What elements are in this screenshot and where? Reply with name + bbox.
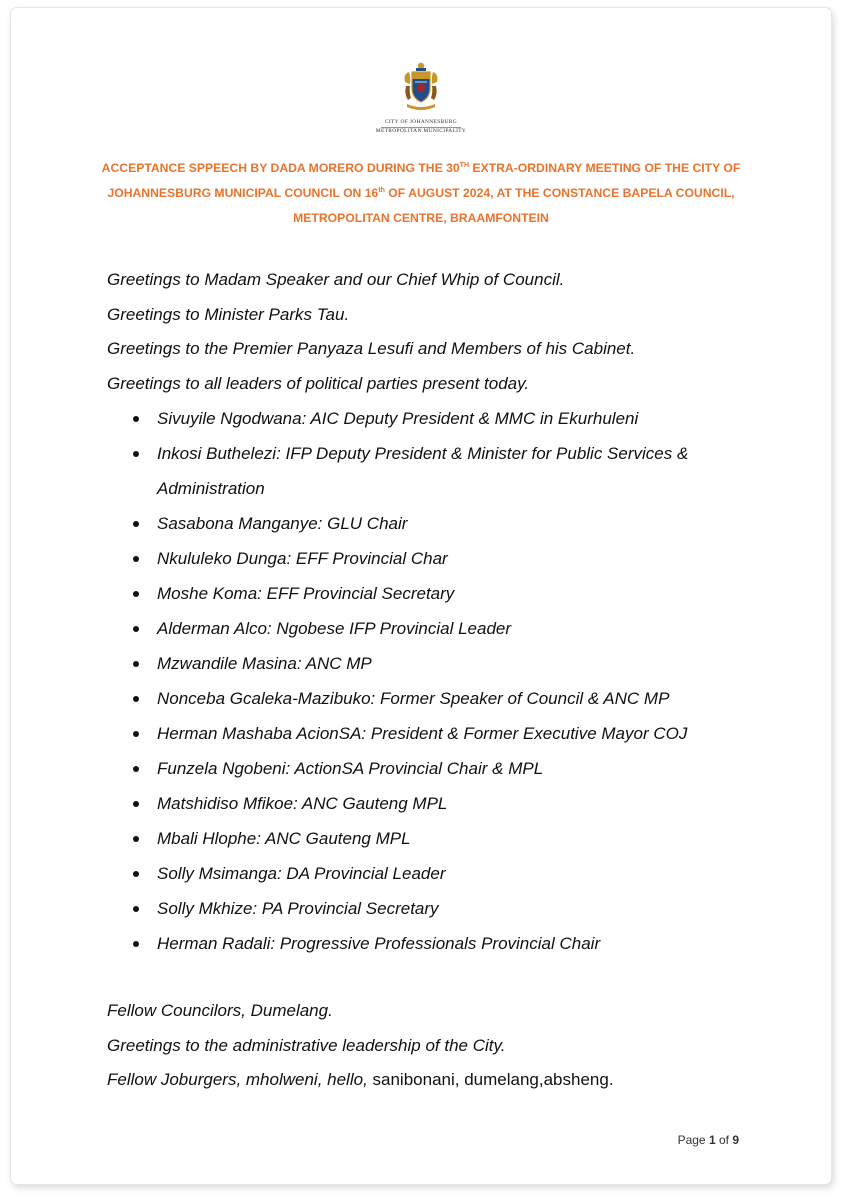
greeting-line: Greetings to the Premier Panyaza Lesufi and Members of his Cabinet. xyxy=(107,339,636,358)
guest-name: Moshe Koma: EFF Provincial Secretary xyxy=(157,584,455,603)
bullet-icon xyxy=(133,556,139,562)
closing-line: Fellow Councilors, Dumelang. xyxy=(107,1001,333,1020)
page-of: of xyxy=(715,1133,733,1147)
list-item xyxy=(107,786,791,821)
logo-municipality-name: METROPOLITAN MUNICIPALITY xyxy=(375,128,467,134)
list-item xyxy=(107,646,791,681)
bullet-icon xyxy=(133,416,139,422)
closing-line xyxy=(107,1063,791,1098)
guest-name: Mbali Hlophe: ANC Gauteng MPL xyxy=(157,829,411,848)
guest-name: Inkosi Buthelezi: IFP Deputy President & Minister for Public Services & Administration xyxy=(157,444,689,498)
speech-title xyxy=(71,156,771,231)
list-item xyxy=(107,506,791,541)
page-total: 9 xyxy=(732,1133,739,1147)
closing-line-italic: Fellow Joburgers, mholweni, hello, xyxy=(107,1070,368,1089)
bullet-icon xyxy=(133,731,139,737)
greeting-line: Greetings to Madam Speaker and our Chief Whip of Council. xyxy=(107,270,565,289)
bullet-icon xyxy=(133,591,139,597)
list-item xyxy=(107,716,791,751)
guest-name: Herman Radali: Progressive Professionals Provincial Chair xyxy=(157,934,601,953)
list-item xyxy=(107,576,791,611)
bullet-icon xyxy=(133,696,139,702)
guest-name: Matshidiso Mfikoe: ANC Gauteng MPL xyxy=(157,794,448,813)
guest-name: Sivuyile Ngodwana: AIC Deputy President & MMC in Ekurhuleni xyxy=(157,409,639,428)
title-superscript-1: TH xyxy=(459,162,470,169)
city-logo xyxy=(11,60,831,135)
list-item xyxy=(107,751,791,786)
bullet-icon xyxy=(133,766,139,772)
list-item xyxy=(107,856,791,891)
guest-name: Mzwandile Masina: ANC MP xyxy=(157,654,372,673)
list-item xyxy=(107,541,791,576)
bullet-icon xyxy=(133,871,139,877)
closing-line-upright: sanibonani, dumelang,absheng. xyxy=(367,1070,614,1089)
page-number xyxy=(678,1133,739,1147)
document-page xyxy=(11,8,831,1184)
list-item xyxy=(107,891,791,926)
bullet-icon xyxy=(133,451,139,457)
greeting-line: Greetings to all leaders of political parties present today. xyxy=(107,373,530,393)
page-label: Page xyxy=(677,1133,709,1147)
list-item xyxy=(107,681,791,716)
guest-name: Alderman Alco: Ngobese IFP Provincial Leader xyxy=(157,619,512,638)
closing-greetings xyxy=(107,994,791,1098)
title-superscript-2: th xyxy=(378,187,385,194)
bullet-icon xyxy=(133,906,139,912)
list-item xyxy=(107,821,791,856)
bullet-icon xyxy=(133,801,139,807)
list-item xyxy=(107,436,791,506)
title-part-1: ACCEPTANCE SPPEECH BY DADA MORERO DURING THE 30 xyxy=(101,161,460,175)
list-item xyxy=(107,611,791,646)
guest-name: Sasabona Manganye: GLU Chair xyxy=(157,514,408,533)
bullet-icon xyxy=(133,626,139,632)
title-part-2: EXTRA-ORDINARY MEETING OF THE CITY OF JOHANNESBURG MUNICIPAL COUNCIL ON 16 xyxy=(107,161,741,200)
guest-list xyxy=(107,401,791,961)
list-item xyxy=(107,926,791,961)
list-item xyxy=(107,401,791,436)
guest-name: Solly Msimanga: DA Provincial Leader xyxy=(157,864,446,883)
bullet-icon xyxy=(133,521,139,527)
title-part-3: OF AUGUST 2024, AT THE CONSTANCE BAPELA COUNCIL, METROPOLITAN CENTRE, BRAAMFONTEIN xyxy=(293,186,735,225)
speech-body xyxy=(107,263,791,1098)
guest-name: Solly Mkhize: PA Provincial Secretary xyxy=(157,899,439,918)
guest-name: Herman Mashaba AcionSA: President & Former Executive Mayor COJ xyxy=(157,724,688,743)
coat-of-arms-icon xyxy=(401,60,441,112)
closing-line: Greetings to the administrative leadership of the City. xyxy=(107,1035,506,1055)
guest-name: Nonceba Gcaleka-Mazibuko: Former Speaker of Council & ANC MP xyxy=(157,689,670,708)
bullet-icon xyxy=(133,941,139,947)
bullet-icon xyxy=(133,661,139,667)
guest-name: Nkululeko Dunga: EFF Provincial Char xyxy=(157,549,448,568)
bullet-icon xyxy=(133,836,139,842)
logo-city-name: CITY OF JOHANNESBURG xyxy=(384,119,458,125)
guest-name: Funzela Ngobeni: ActionSA Provincial Chair & MPL xyxy=(157,759,544,778)
page-current: 1 xyxy=(708,1133,716,1147)
greeting-line: Greetings to Minister Parks Tau. xyxy=(107,304,350,324)
